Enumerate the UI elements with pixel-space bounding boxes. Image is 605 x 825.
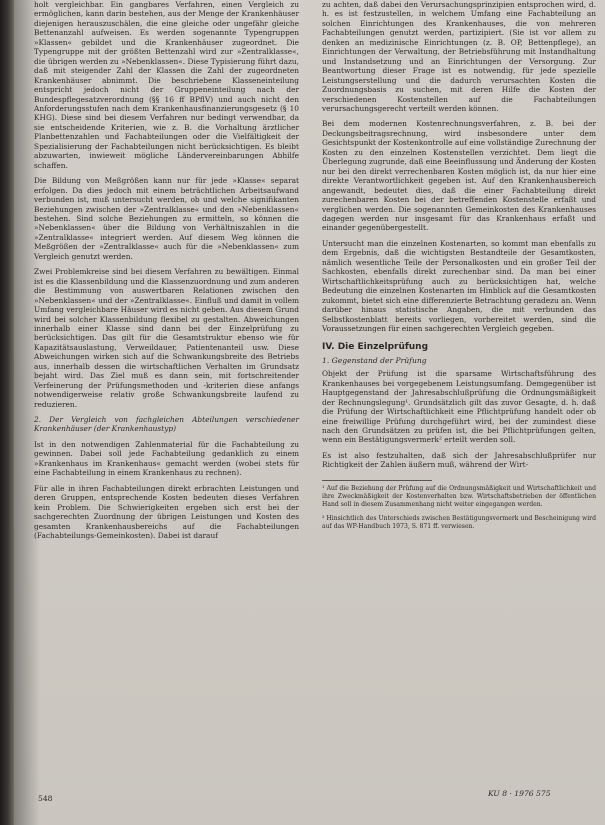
section-subheading: 1. Gegenstand der Prüfung: [322, 355, 427, 365]
left-paragraph-2: Die Bildung von Meßgrößen kann nur für jede »Klasse« separat erfolgen. Da dies jedoch mit einem beträchtlichen Arbeitsaufwand verbunden ist, muß untersucht werden, ob und welche signifikanten Beziehungen zwischen der »Zentralklasse« und den »Nebenklassen« bestehen. Sind solche Beziehungen zu ermitteln, so können die »Nebenklassen« über die Bildung von Verhältniszahlen in die »Zentralklasse« integriert werden. Auf diesem Weg können die Meßgrößen der »Zentralklasse« auch für die »Nebenklassen« zum Vergleich genutzt werden.: [34, 176, 299, 261]
book-spine-shadow: [0, 0, 14, 825]
left-paragraph-3: Zwei Problemkreise sind bei diesem Verfahren zu bewältigen. Einmal ist es die Klassenbildung und die Klassenzuordnung und zum anderen die Bestimmung von auswertbaren Relationen zwischen den »Nebenklassen« und der »Zentralklasse«. Einfluß und damit in vollem Umfang vergleichbare Häuser wird es nicht geben. Aus diesem Grund wird bei solcher Klassenbildung flexibel zu gestalten. Abweichungen innerhalb einer Klasse sind dann bei der Einzelprüfung zu berücksichtigen. Das gilt für die Gesamtstruktur ebenso wie für Kapazitätsauslastung, Verweildauer, Patientenanteil usw. Diese Abweichungen wirken sich auf die Schwankungsbreite des Betriebs aus, innerhalb dessen die wirtschaftlichen Verhalten im Grundsatz bejaht wird. Das Ziel muß es dann sein, mit fortschreitender Verfeinerung der Prüfungsmethoden und -kriterien diese anfangs notwendigerweise relativ große Schwankungsbreite laufend zu reduzieren.: [34, 267, 299, 409]
footnote-1: ¹ Auf die Beziehung der Prüfung auf die Ordnungsmäßigkeit und Wirtschaftlichkeit und ihre Zweckmäßigkeit der Kostenverhalten bzw. Wirtschaftsbetrieben der öffentlichen Hand soll in diesem Zusammenhang nicht weiter eingegangen werden.: [322, 484, 596, 508]
book-page-spread: [14, 0, 605, 825]
left-paragraph-4: Ist in den notwendigen Zahlenmaterial für die Fachabteilung zu gewinnen. Dabei soll jede Fachabteilung gedanklich zu einem »Krankenhaus im Krankenhaus« gemacht werden (wobei stets für eine Fachabteilung in einem Krankenhaus zu rechnen).: [34, 439, 299, 478]
page-number-left: 548: [38, 794, 53, 803]
left-subheading: 2. Der Vergleich von fachgleichen Abteilungen verschiedener Krankenhäuser (der Krankenhaustyp): [34, 415, 299, 434]
right-paragraph-2: Bei dem modernen Kostenrechnungsverfahren, z. B. bei der Deckungsbeitragsrechnung, wird insbesondere unter dem Gesichtspunkt der Kostenkontrolle auf eine vollständige Zurechnung der Kosten zu den einzelnen Kostenstellen verzichtet. Dem liegt die Überlegung zugrunde, daß eine Beeinflussung und Änderung der Kosten nur bei den direkt verrechenbaren Kosten möglich ist, da nur hier eine direkte Verantwortlichkeit gegeben ist. Auf den Krankenhausbereich angewandt, bedeutet dies, daß die einer Fachabteilung direkt zurechenbaren Kosten bei der betreffenden Kostenstelle erfaßt und verglichen werden. Die sogenannten Gemeinkosten des Krankenhauses dagegen werden nur insgesamt für das Krankenhaus erfaßt und einander gegenübergestellt.: [322, 119, 596, 233]
right-text-column: [322, 0, 596, 537]
left-text-column: [34, 0, 299, 546]
right-paragraph-4: Objekt der Prüfung ist die sparsame Wirtschaftsführung des Krankenhauses bei vorgegebenem Leistungsumfang. Demgegenüber ist Hauptgegenstand der Jahresabschlußprüfung die Ordnungsmäßigkeit der Rechnungslegung¹. Grundsätzlich gilt das zuvor Gesagte, d. h. daß die Prüfung der Wirtschaftlichkeit eine Pflichtprüfung handelt oder ob eine freiwillige Prüfung durchgeführt wird, bei der zumindest diese nach den Grundsätzen zu prüfen ist, die bei Pflichtprüfungen gelten, wenn ein Bestätigungsvermerk² erteilt werden soll.: [322, 369, 596, 445]
footnote-rule: [322, 480, 432, 481]
left-paragraph-1: holt vergleichbar. Ein gangbares Verfahren, einen Vergleich zu ermöglichen, kann darin bestehen, aus der Menge der Krankenhäuser diejenigen herauszuschälen, die eine gleiche oder ungefähr gleiche Bettenanzahl aufweisen. Es werden sogenannte Typengruppen »Klassen« gebildet und die Krankenhäuser zugeordnet. Die Typengruppe mit der größten Bettenzahl wird zur »Zentralklasse«, die übrigen werden zu »Nebenklassen«. Diese Typisierung führt dazu, daß mit steigender Zahl der Klassen die Zahl der zugeordneten Krankenhäuser abnimmt. Die beschriebene Klasseneinteilung entspricht jedoch nicht der Gruppeneinteilung nach der Bundespflegesatzverordnung (§§ 16 ff BPflV) und auch nicht den Anforderungsstufen nach dem Krankenhausfinanzierungsgesetz (§ 10 KHG). Diese sind bei diesem Verfahren nur bedingt verwendbar, da sie entscheidende Kriterien, wie z. B. die Vorhaltung ärztlicher Planbettenzahlen und Fachabteilungen oder die Vielfältigkeit der Spezialisierung der Fachabteilungen nicht berücksichtigen. Es bleibt abzuwarten, inwieweit mögliche Ländervereinbarungen Abhilfe schaffen.: [34, 0, 299, 170]
right-paragraph-1: zu achten, daß dabei den Verursachungsprinzipien entsprochen wird, d. h. es ist festzustellen, in welchem Umfang eine Fachabteilung an solchen Einrichtungen des Krankenhauses, die von mehreren Fachabteilungen genutzt werden, partizipiert. (Sie ist vor allem zu denken an medizinische Einrichtungen (z. B. OP, Bettenpflege), an Einrichtungen der Verwaltung, der Betriebsführung mit Instandhaltung und Instandsetzung und an Einrichtungen der Versorgung. Zur Beantwortung dieser Frage ist es notwendig, für jede spezielle Leistungserstellung und die dadurch verursachten Kosten die Zuordnungsbasis zu suchen, mit deren Hilfe die Kosten der verschiedenen Kostenstellen auf die Fachabteilungen verursachungsgerecht verteilt werden können.: [322, 0, 596, 113]
right-paragraph-5: Es ist also festzuhalten, daß sich der Jahresabschlußprüfer nur Richtigkeit der Zahlen äußern muß, während der Wirt-: [322, 450, 596, 470]
section-heading: IV. Die Einzelprüfung: [322, 342, 429, 353]
running-footer-right: KU 8 · 1976 575: [488, 789, 551, 798]
right-paragraph-3: Untersucht man die einzelnen Kostenarten, so kommt man ebenfalls zu dem Ergebnis, daß die wichtigsten Bestandteile der Gesamtkosten, nämlich wesentliche Teile der Personalkosten und ein großer Teil der Sachkosten, ebenfalls direkt zurechenbar sind. Da man bei einer Wirtschaftlichkeitsprüfung auch zu berücksichtigen hat, welche Bedeutung die einzelnen Kostenarten im Hinblick auf die Gesamtkosten zukommt, bietet sich eine differenzierte Betrachtung geradezu an. Wenn darüber hinaus statistische Angaben, die mit verbunden das Selbstkostenblatt bereits vorliegen, vorbereitet werden, sind die Voraussetzungen für einen sachgerechten Vergleich gegeben.: [322, 238, 596, 333]
left-paragraph-5: Für alle in ihren Fachabteilungen direkt erbrachten Leistungen und deren Gruppen, entsprechende Kosten bedeuten dieses Verfahren kein Problem. Die Schwierigkeiten ergeben sich erst bei der sachgerechten Zuordnung der übrigen Leistungen und Kosten des gesamten Krankenhausbereichs auf die Fachabteilungen (Fachabteilungs-Gemeinkosten). Dabei ist darauf: [34, 483, 299, 541]
footnote-2: ² Hinsichtlich des Unterschieds zwischen Bestätigungsvermerk und Bescheinigung wird auf das WP-Handbuch 1973, S. 871 ff. verwiesen.: [322, 514, 596, 530]
